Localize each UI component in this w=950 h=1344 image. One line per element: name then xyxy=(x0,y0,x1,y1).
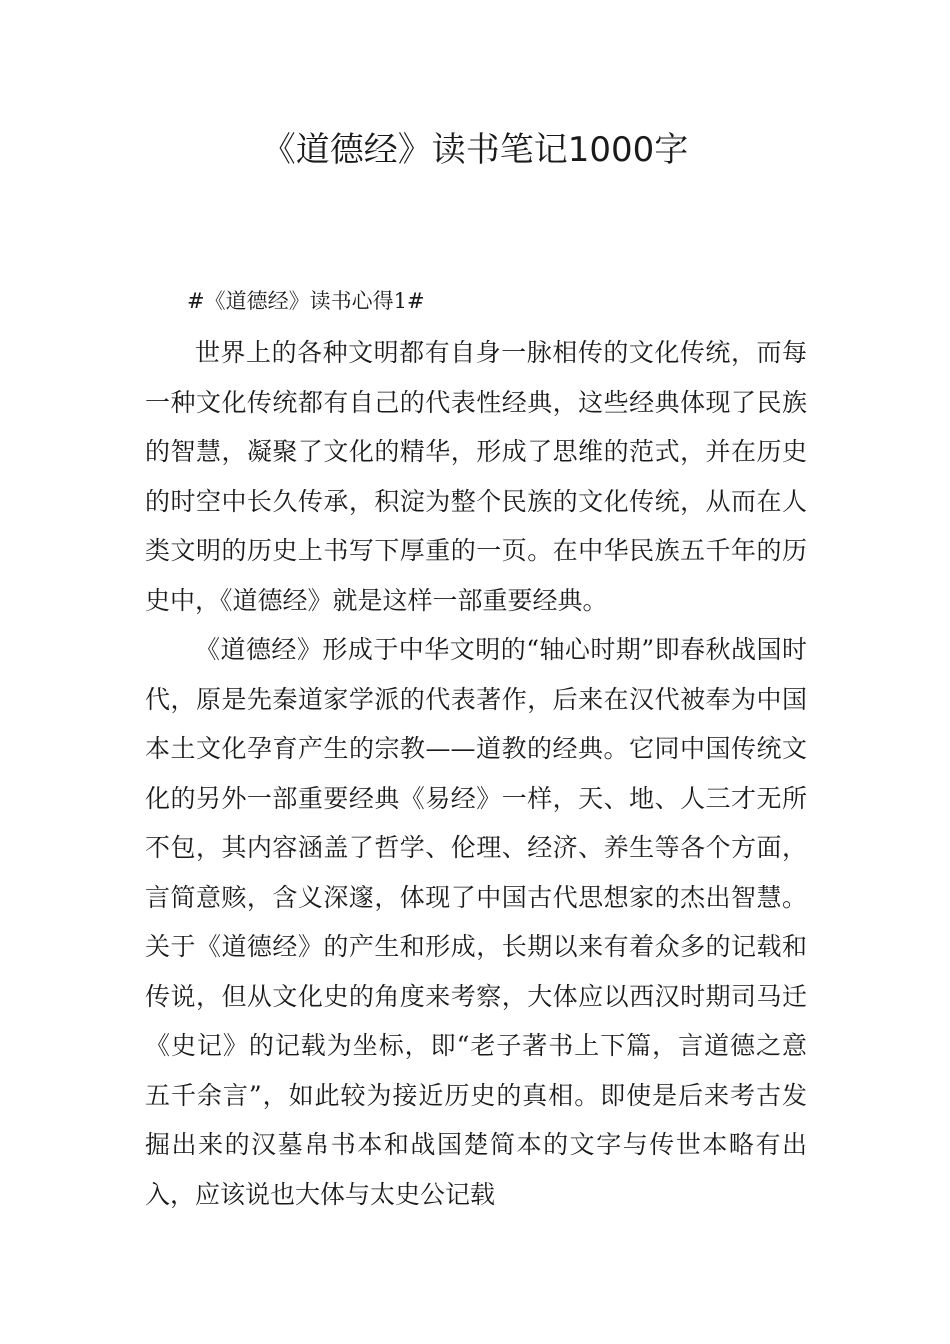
paragraph-2: 《道德经》形成于中华文明的“轴心时期”即春秋战国时代，原是先秦道家学派的代表著作，后来在汉代被奉为中国本土文化孕育产生的宗教——道教的经典。它同中国传统文化的另外一部重要经典《易经》一样，天、地、人三才无所不包，其内容涵盖了哲学、伦理、经济、养生等各个方面，言简意赅，含义深邃，体现了中国古代思想家的杰出智慧。关于《道德经》的产生和形成，长期以来有着众多的记载和传说，但从文化史的角度来考察，大体应以西汉时期司马迁《史记》的记载为坐标，即“老子著书上下篇，言道德之意五千余言”，如此较为接近历史的真相。即使是后来考古发掘出来的汉墓帛书本和战国楚简本的文字与传世本略有出入，应该说也大体与太史公记载 xyxy=(145,635,807,1209)
paragraph-1: 世界上的各种文明都有自身一脉相传的文化传统，而每一种文化传统都有自己的代表性经典，这些经典体现了民族的智慧，凝聚了文化的精华，形成了思维的范式，并在历史的时空中长久传承，积淀为整个民族的文化传统，从而在人类文明的历史上书写下厚重的一页。在中华民族五千年的历史中，《道德经》就是这样一部重要经典。 xyxy=(145,338,807,615)
document-title: 《道德经》读书笔记1000字 xyxy=(261,130,689,170)
section-heading: #《道德经》读书心得1# xyxy=(187,289,425,313)
document-body xyxy=(145,278,807,1219)
